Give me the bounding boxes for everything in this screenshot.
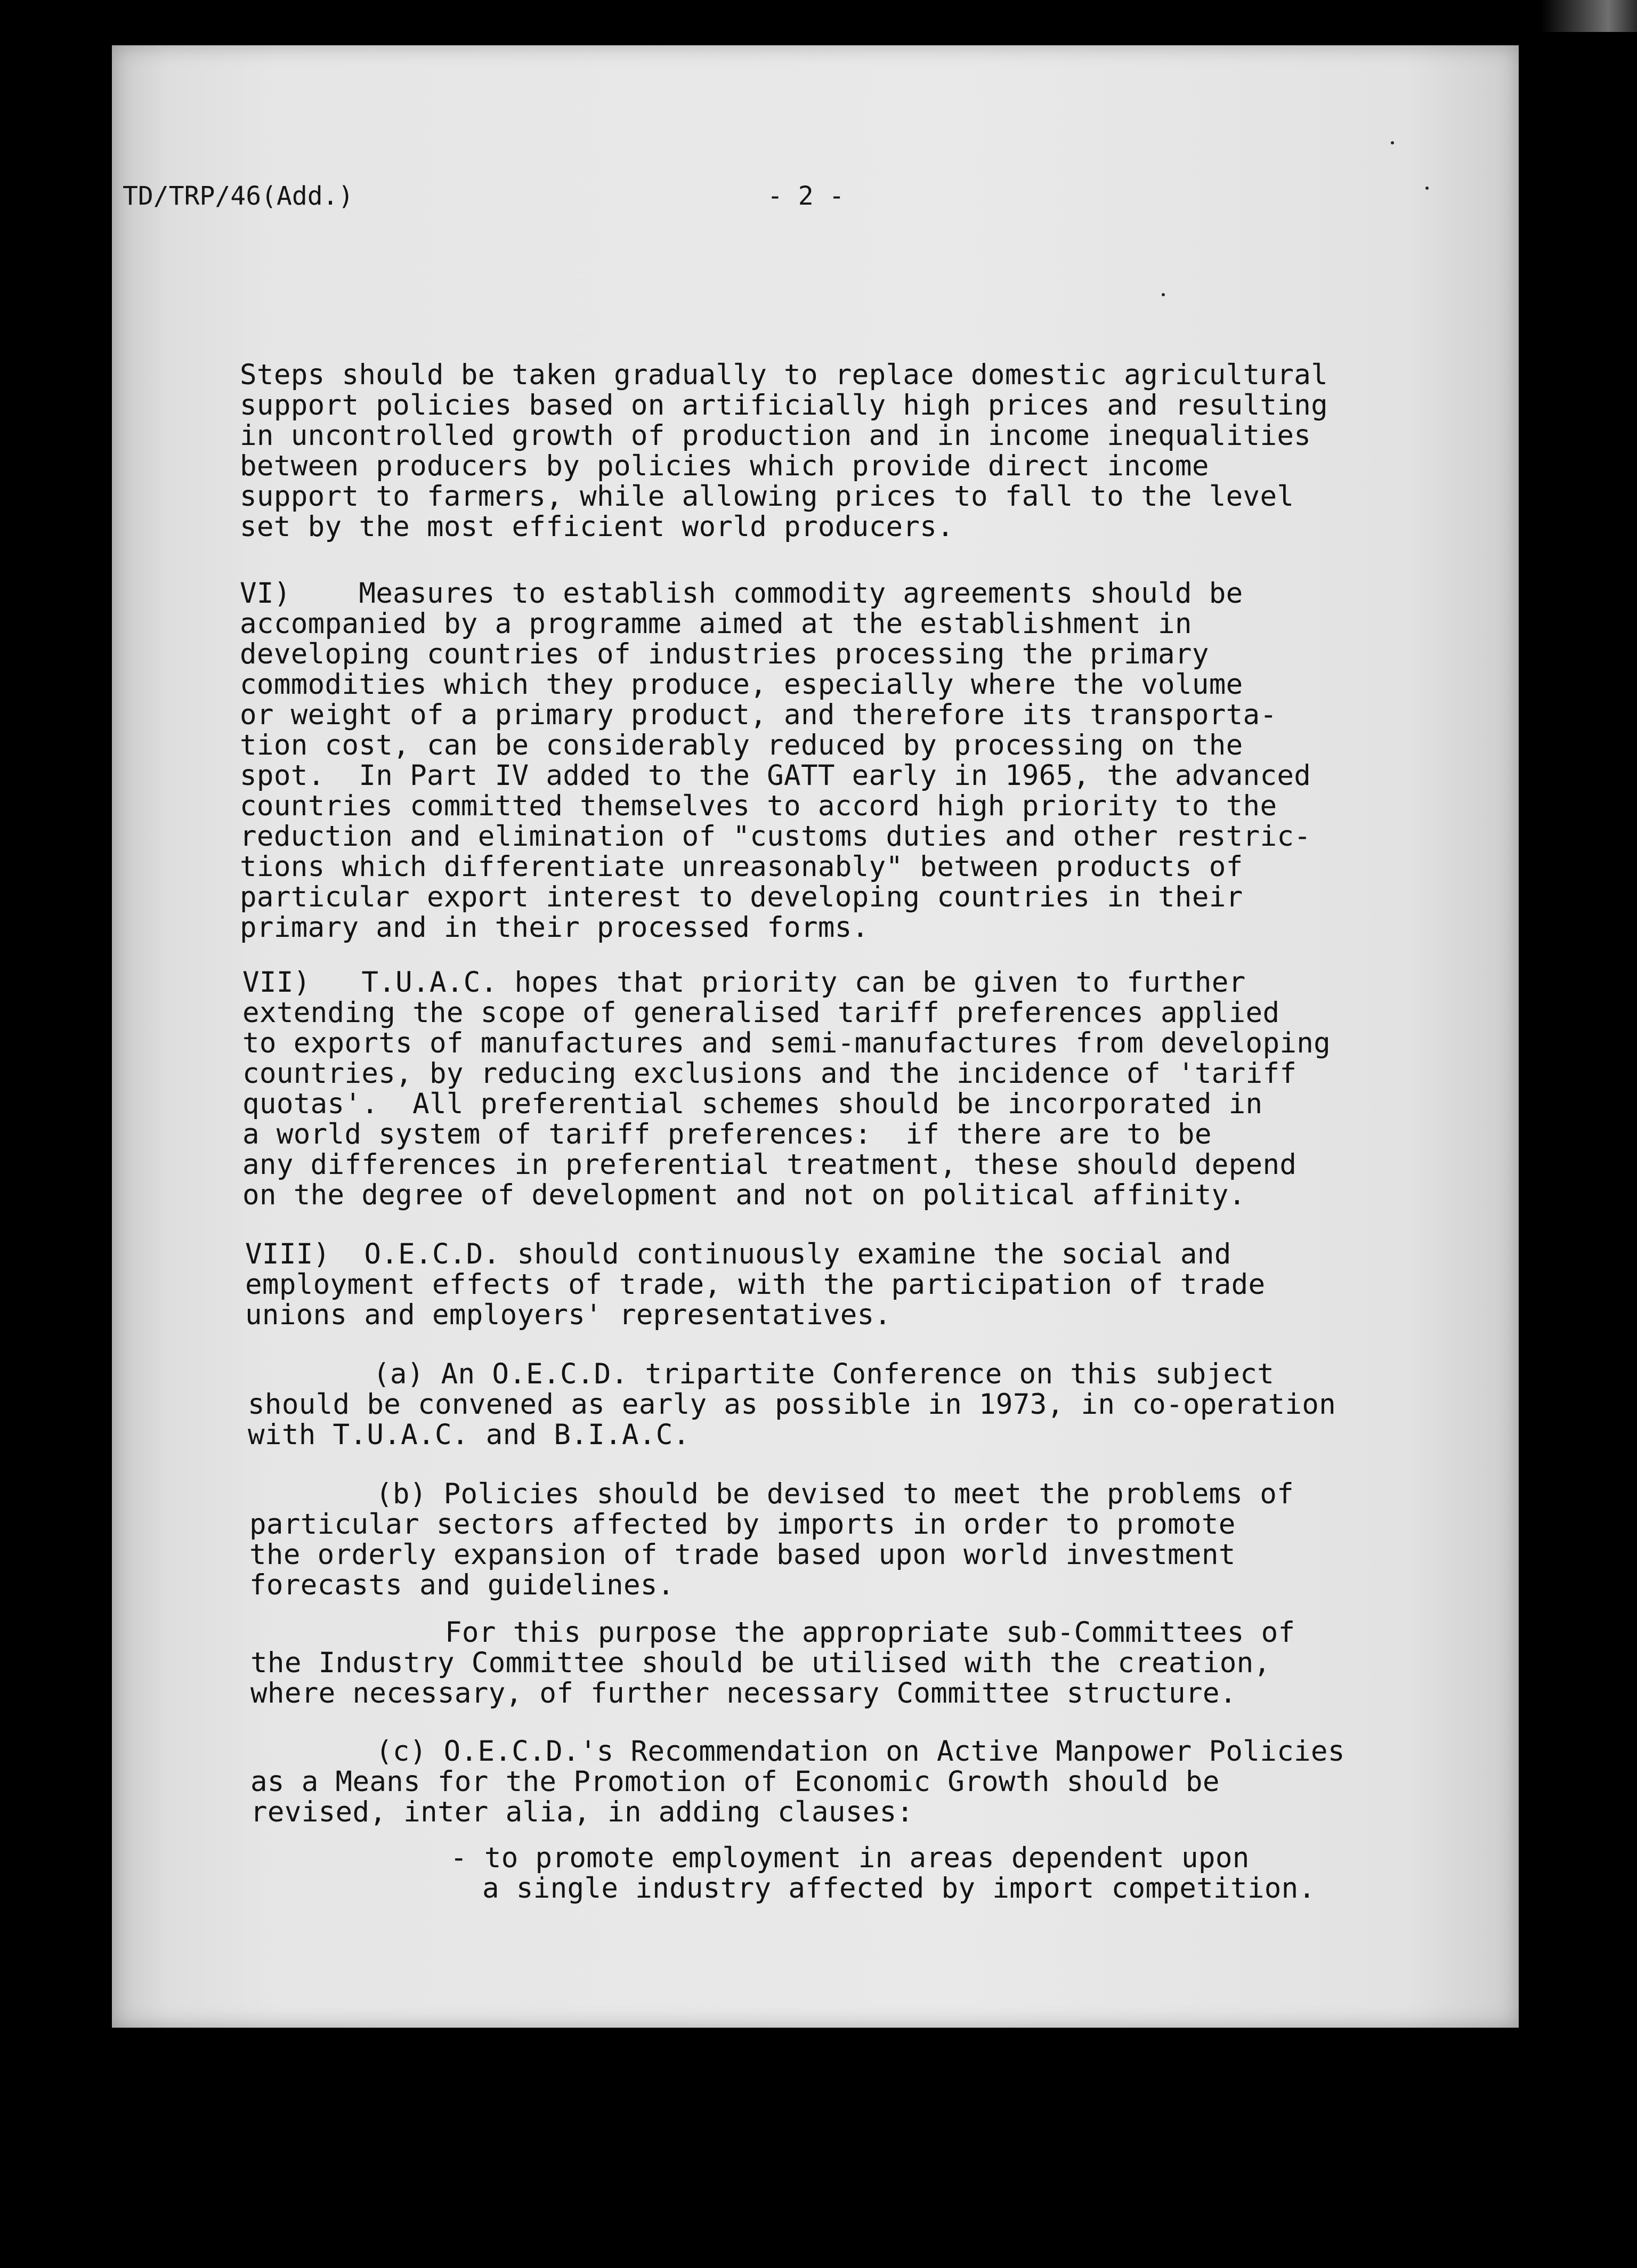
section-vi-heading-line: VI) Measures to establish commodity agreements should be [240,577,1243,610]
page-number: - 2 - [767,181,845,211]
body-line: should be convened as early as possible in 1973, in co-operation [248,1388,1336,1421]
document-id: TD/TRP/46(Add.) [123,181,354,211]
body-line: support to farmers, while allowing prices to fall to the level [240,480,1294,513]
speck [1391,141,1394,144]
body-line: with T.U.A.C. and B.I.A.C. [248,1419,690,1451]
body-line: a world system of tariff preferences: if there are to be [242,1118,1212,1151]
speck [1162,293,1165,296]
body-line: primary and in their processed forms. [240,911,869,944]
body-line: to exports of manufactures and semi-manufactures from developing [242,1027,1331,1059]
body-line: between producers by policies which provide direct income [240,450,1209,482]
body-line: the orderly expansion of trade based upon world investment [249,1538,1236,1571]
body-line: employment effects of trade, with the participation of trade [245,1268,1266,1301]
body-line: tion cost, can be considerably reduced by processing on the [240,729,1243,762]
body-line: tions which differentiate unreasonably" between products of [240,851,1243,883]
body-line: quotas'. All preferential schemes should be incorporated in [242,1088,1263,1120]
section-vii-heading-line: VII) T.U.A.C. hopes that priority can be given to further [242,966,1246,999]
body-line: as a Means for the Promotion of Economic Growth should be [250,1765,1220,1798]
bullet-item-line: - to promote employment in areas dependent upon [450,1842,1250,1874]
body-line: countries, by reducing exclusions and the incidence of 'tariff [242,1057,1297,1090]
body-line: Steps should be taken gradually to replace domestic agricultural [240,359,1328,391]
body-line: on the degree of development and not on political affinity. [242,1179,1246,1211]
item-c-first-line: (c) O.E.C.D.'s Recommendation on Active Manpower Policies [376,1735,1345,1768]
item-a-first-line: (a) An O.E.C.D. tripartite Conference on this subject [373,1358,1275,1390]
body-line: For this purpose the appropriate sub-Committees of [445,1616,1295,1649]
body-line: any differences in preferential treatment, these should depend [242,1148,1297,1181]
item-b-first-line: (b) Policies should be devised to meet the problems of [376,1478,1294,1510]
body-line: unions and employers' representatives. [245,1299,892,1331]
body-line: support policies based on artificially high prices and resulting [240,389,1328,422]
scan-border-artifact [1541,0,1637,32]
body-line: or weight of a primary product, and therefore its transporta- [240,699,1277,731]
section-viii-heading-line: VIII) O.E.C.D. should continuously examine the social and [245,1238,1231,1270]
speck [1425,187,1429,190]
body-line: particular export interest to developing countries in their [240,881,1243,913]
body-line: in uncontrolled growth of production and in income inequalities [240,419,1311,452]
body-line: set by the most efficient world producers. [240,511,954,543]
body-line: spot. In Part IV added to the GATT early in 1965, the advanced [240,759,1311,792]
body-line: reduction and elimination of "customs duties and other restric- [240,820,1311,853]
body-line: accompanied by a programme aimed at the establishment in [240,608,1192,640]
body-line: a single industry affected by import competition. [482,1872,1316,1905]
body-line: particular sectors affected by imports in order to promote [249,1508,1236,1541]
body-line: extending the scope of generalised tariff preferences applied [242,997,1280,1029]
body-line: developing countries of industries processing the primary [240,638,1209,670]
body-line: where necessary, of further necessary Committee structure. [250,1677,1237,1710]
body-line: countries committed themselves to accord high priority to the [240,790,1277,822]
body-line: the Industry Committee should be utilised with the creation, [250,1647,1271,1679]
body-line: revised, inter alia, in adding clauses: [250,1796,914,1828]
body-line: forecasts and guidelines. [249,1569,675,1601]
body-line: commodities which they produce, especially where the volume [240,668,1243,701]
